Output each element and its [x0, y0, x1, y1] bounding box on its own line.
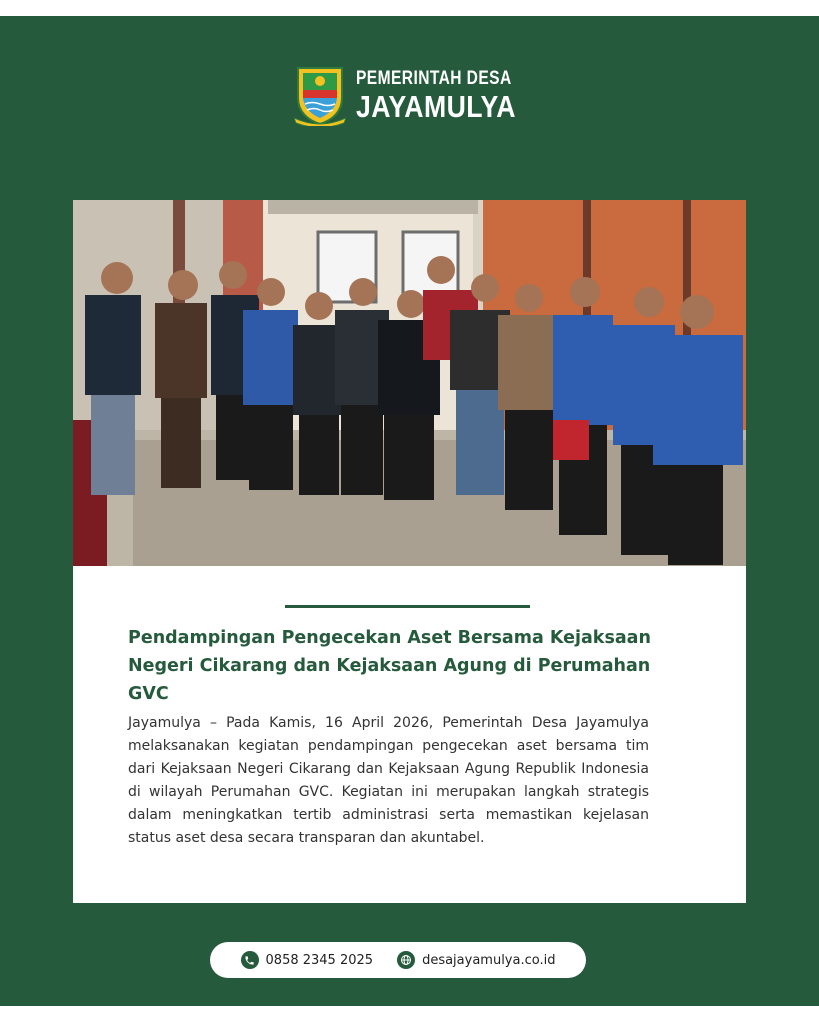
brand-top-text: PEMERINTAH DESA [356, 68, 512, 89]
header [294, 66, 546, 126]
article-body: Jayamulya – Pada Kamis, 16 April 2026, Pemerintah Desa Jayamulya melaksanakan kegiatan pendampingan pengecekan aset bersama tim dari Kejaksaan Negeri Cikarang dan Kejaksaan Agung Republik Indonesia di wilayah Perumahan GVC. Kegiatan ini merupakan langkah strategis dalam meningkatkan tertib administrasi serta memastikan kejelasan status aset desa secara transparan dan akuntabel. [128, 715, 649, 846]
brand-name: JAYAMULYA [356, 89, 516, 124]
website-contact[interactable] [397, 951, 555, 969]
phone-icon [241, 951, 259, 969]
article-card [73, 200, 746, 903]
phone-number: 0858 2345 2025 [265, 952, 374, 968]
village-emblem-icon [294, 66, 346, 126]
article-title: Pendampingan Pengecekan Aset Bersama Kejaksaan Negeri Cikarang dan Kejaksaan Agung di Perumahan GVC [128, 628, 651, 704]
news-photo [73, 200, 746, 566]
title-divider [285, 605, 530, 608]
phone-contact[interactable] [241, 951, 374, 969]
website-url: desajayamulya.co.id [422, 952, 556, 968]
contact-footer [210, 942, 586, 978]
globe-icon [397, 951, 415, 969]
